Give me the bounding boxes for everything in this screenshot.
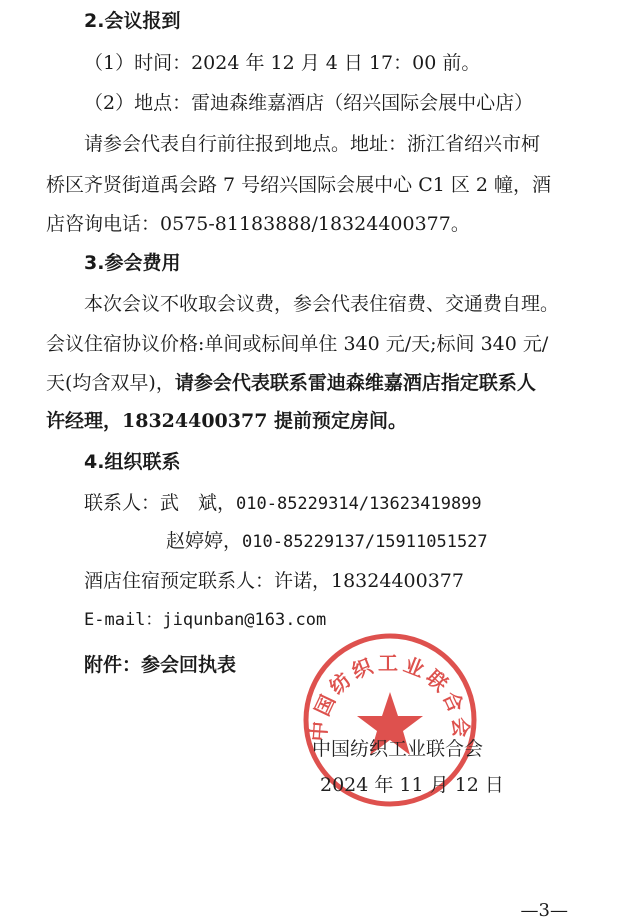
contact-1-label: 联系人：武 斌， (84, 492, 237, 514)
meeting-time: （1）时间：2024 年 12 月 4 日 17：00 前。 (84, 52, 481, 74)
signature-org: 中国纺织工业联合会 (312, 738, 484, 760)
address-line-1: 请参会代表自行前往报到地点。地址：浙江省绍兴市柯 (84, 133, 541, 155)
address-line-3: 店咨询电话：0575-81183888/18324400377。 (46, 213, 470, 235)
fee-line-1: 本次会议不收取会议费，参会代表住宿费、交通费自理。 (84, 293, 560, 315)
fee-line-4-bold: 许经理，18324400377 提前预定房间。 (46, 410, 408, 432)
contact-2-phone: 010-85229137/15911051527 (242, 532, 488, 552)
fee-line-3-bold: 请参会代表联系雷迪森维嘉酒店指定联系人 (174, 372, 536, 394)
address-line-2: 桥区齐贤街道禹会路 7 号绍兴国际会展中心 C1 区 2 幢，酒 (46, 174, 552, 196)
contact-2 (166, 528, 488, 555)
hotel-booking-contact: 酒店住宿预定联系人：许诺，18324400377 (84, 570, 464, 592)
email-line (84, 606, 326, 633)
email-label: E-mail： (84, 610, 163, 630)
section-2-heading: 2.会议报到 (84, 10, 181, 32)
email-value: jiqunban@163.com (162, 610, 327, 630)
contact-1 (84, 490, 482, 517)
fee-line-3-normal: 天(均含双早)， (46, 372, 175, 394)
section-4-heading: 4.组织联系 (84, 451, 181, 473)
meeting-place: （2）地点：雷迪森维嘉酒店（绍兴国际会展中心店） (84, 92, 534, 114)
page-number: —3— (520, 900, 568, 921)
fee-line-3 (46, 370, 536, 396)
section-3-heading: 3.参会费用 (84, 252, 181, 274)
seal-arc-text: 中国纺织工业联合会 (306, 651, 474, 743)
signature-date: 2024 年 11 月 12 日 (320, 774, 504, 796)
attachment-label: 附件：参会回执表 (84, 654, 237, 676)
contact-1-phone: 010-85229314/13623419899 (236, 494, 482, 514)
contact-2-name: 赵婷婷， (166, 530, 243, 552)
fee-line-2: 会议住宿协议价格:单间或标间单住 340 元/天;标间 340 元/ (46, 333, 549, 355)
